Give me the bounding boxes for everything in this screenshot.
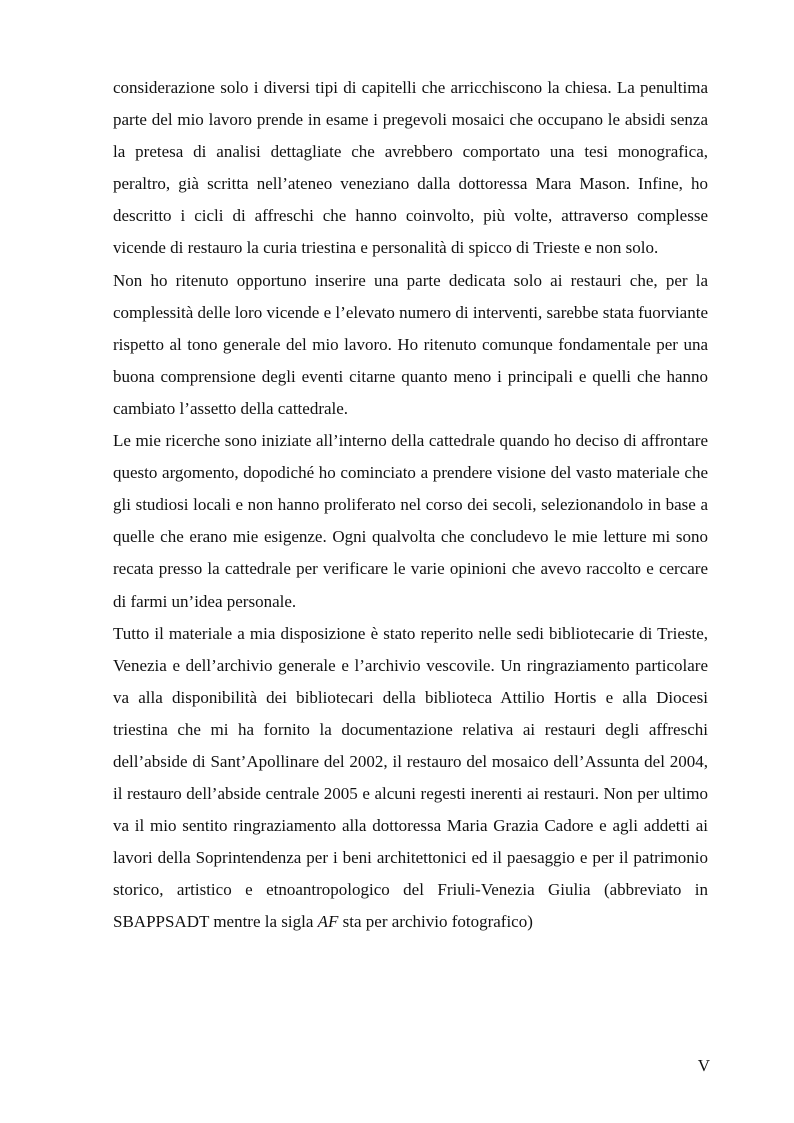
- paragraph-4-text-after: sta per archivio fotografico): [338, 912, 533, 932]
- paragraph-2: Non ho ritenuto opportuno inserire una parte dedicata solo ai restauri che, per la complessità delle loro vicende e l’elevato numero di interventi, sarebbe stata fuorviante rispetto al tono generale del mio lavoro. Ho ritenuto comunque fondamentale per una buona comprensione degli eventi citarne quanto meno i principali e quelli che hanno cambiato l’assetto della cattedrale.: [113, 270, 708, 418]
- paragraph-3: Le mie ricerche sono iniziate all’interno della cattedrale quando ho deciso di affrontare questo argomento, dopodiché ho cominciato a prendere visione del vasto materiale che gli studiosi locali e non hanno proliferato nel corso dei secoli, selezionandolo in base a quelle che erano mie esigenze. Ogni qualvolta che concludevo le mie letture mi sono recata presso la cattedrale per verificare le varie opinioni che avevo raccolto e cercare di farmi un’idea personale.: [113, 431, 708, 611]
- page-number: V: [697, 1056, 710, 1075]
- paragraph-4-text-before: Tutto il materiale a mia disposizione è stato reperito nelle sedi bibliotecarie di Trieste, Venezia e dell’archivio generale e l’archivio vescovile. Un ringraziamento particolare va alla disponibilità dei bibliotecari della biblioteca Attilio Hortis e alla Diocesi triestina che mi ha fornito la documentazione relativa ai restauri degli affreschi dell’abside di Sant’Apollinare del 2002, il restauro del mosaico dell’Assunta del 2004, il restauro dell’abside centrale 2005 e alcuni regesti inerenti ai restauri. Non per ultimo va il mio sentito ringraziamento alla dottoressa Maria Grazia Cadore e agli addetti ai lavori della Soprintendenza per i beni architettonici ed il paesaggio e per il patrimonio storico, artistico e etnoantropologico del Friuli-Venezia Giulia (abbreviato in SBAPPSADT mentre la sigla: [113, 623, 708, 932]
- paragraph-4-italic-abbrev: AF: [317, 912, 339, 932]
- paragraph-4: [113, 618, 708, 939]
- document-body: [113, 72, 708, 939]
- paragraph-1: considerazione solo i diversi tipi di capitelli che arricchiscono la chiesa. La penultima parte del mio lavoro prende in esame i pregevoli mosaici che occupano le absidi senza la pretesa di analisi dettagliate che avrebbero comportato una tesi monografica, peraltro, già scritta nell’ateneo veneziano dalla dottoressa Mara Mason. Infine, ho descritto i cicli di affreschi che hanno coinvolto, più volte, attraverso complesse vicende di restauro la curia triestina e personalità di spicco di Trieste e non solo.: [113, 78, 708, 258]
